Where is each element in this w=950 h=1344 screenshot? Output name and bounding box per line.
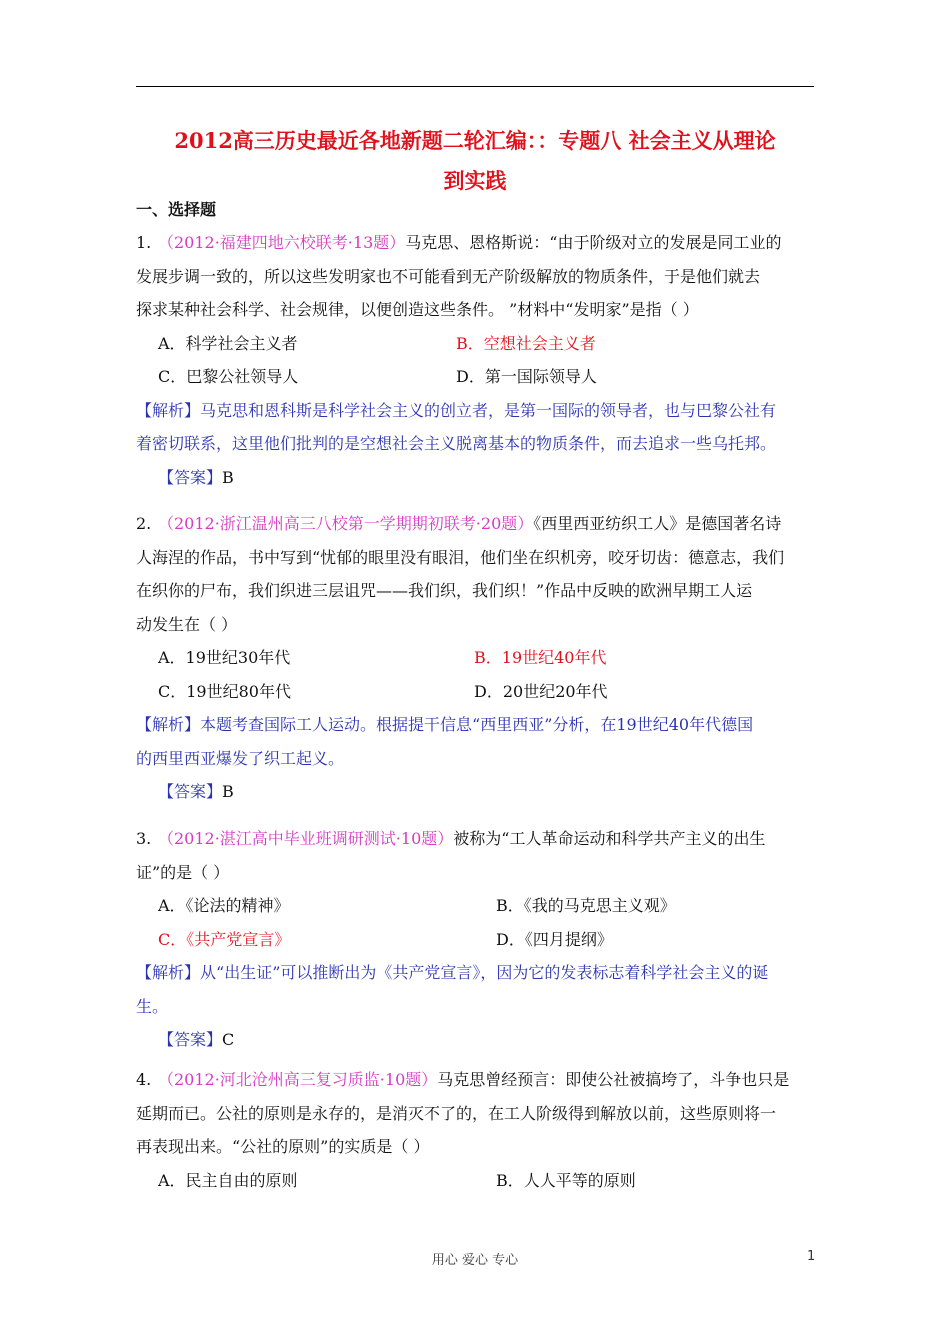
explanation-label: 【解析】: [136, 400, 201, 420]
option-d: D．《四月提纲》: [496, 929, 613, 949]
page-number: 1: [807, 1249, 816, 1264]
option-b: B．19世纪40年代: [474, 648, 607, 667]
explanation-line: 着密切联系，这里他们批判的是空想社会主义脱离基本的物质条件，而去追求一些乌托邦。: [136, 434, 777, 453]
option-a: A．19世纪30年代: [158, 648, 291, 667]
answer-label: 【答案】: [158, 782, 223, 801]
header-rule: [136, 86, 814, 87]
question-stem-line: 发展步调一致的，所以这些发明家也不可能看到无产阶级解放的物质条件，于是他们就去: [136, 266, 761, 286]
explanation: [136, 708, 814, 742]
question-3: [136, 822, 814, 1057]
option-b: B．空想社会主义者: [456, 333, 596, 353]
explanation-text: 从“出生证”可以推断出为《共产党宣言》，因为它的发表标志着科学社会主义的诞: [200, 963, 769, 982]
option-b: B．《我的马克思主义观》: [496, 896, 676, 915]
options: [136, 889, 814, 956]
options: [136, 327, 814, 394]
explanation-label: 【解析】: [136, 963, 201, 982]
answer-value: B: [222, 782, 234, 801]
question-stem: 《西里西亚纺织工人》是德国著名诗: [533, 514, 782, 533]
question-source: （2012·河北沧州高三复习质监·10题）: [158, 1070, 438, 1089]
option-a: A．《论法的精神》: [158, 896, 290, 915]
page-footer: 用心 爱心 专心: [431, 1253, 519, 1268]
answer: [136, 461, 814, 495]
question-stem: 马克思、恩格斯说：“由于阶级对立的发展是同工业的: [405, 233, 782, 252]
section-heading: 一、选择题: [136, 200, 217, 219]
options: [136, 641, 814, 708]
question-number: 4.: [136, 1070, 152, 1089]
answer-value: B: [222, 467, 234, 487]
explanation-text: 本题考查国际工人运动。根据提干信息“西里西亚”分析，在19世纪40年代德国: [200, 715, 754, 734]
option-a: A．民主自由的原则: [158, 1170, 298, 1190]
question-2: [136, 507, 814, 809]
explanation-line: 的西里西亚爆发了织工起义。: [136, 748, 345, 768]
answer-label: 【答案】: [158, 1030, 223, 1049]
option-c: C．《共产党宣言》: [158, 929, 291, 949]
question-stem-line: 动发生在（ ）: [136, 614, 238, 634]
question-stem-line: 探求某种社会科学、社会规律，以便创造这些条件。 ”材料中“发明家”是指（ ）: [136, 300, 699, 319]
title-line-2: 到实践: [443, 168, 507, 193]
document-title: [136, 121, 814, 201]
question-stem: 被称为“工人革命运动和科学共产主义的出生: [453, 829, 766, 848]
answer: [136, 775, 814, 809]
question-number: 1.: [136, 233, 152, 252]
option-d: D．第一国际领导人: [456, 367, 597, 386]
question-1: [136, 226, 814, 494]
answer-value: C: [222, 1030, 235, 1049]
question-source: （2012·湛江高中毕业班调研测试·10题）: [158, 829, 454, 848]
title-line-1: 2012高三历史最近各地新题二轮汇编：：专题八 社会主义从理论: [174, 128, 776, 153]
option-a: A．科学社会主义者: [158, 333, 298, 353]
option-d: D．20世纪20年代: [474, 681, 608, 701]
question-stem: 马克思曾经预言：即使公社被搞垮了，斗争也只是: [437, 1070, 790, 1089]
question-number: 2.: [136, 514, 152, 533]
question-stem-line: 再表现出来。“公社的原则”的实质是（ ）: [136, 1137, 430, 1156]
explanation-text: 马克思和恩科斯是科学社会主义的创立者，是第一国际的领导者，也与巴黎公社有: [200, 400, 777, 420]
explanation: [136, 394, 814, 428]
question-source: （2012·浙江温州高三八校第一学期期初联考·20题）: [158, 514, 534, 533]
explanation-label: 【解析】: [136, 715, 201, 734]
option-b: B．人人平等的原则: [496, 1170, 636, 1190]
answer-label: 【答案】: [158, 467, 223, 487]
explanation: [136, 956, 814, 990]
question-source: （2012·福建四地六校联考·13题）: [158, 233, 406, 252]
question-stem-line: 延期而已。公社的原则是永存的，是消灭不了的，在工人阶级得到解放以前，这些原则将一: [136, 1103, 777, 1123]
option-c: C．巴黎公社领导人: [158, 367, 299, 386]
question-stem-line: 在织你的尸布，我们织进三层诅咒——我们织，我们织！”作品中反映的欧洲早期工人运: [136, 581, 753, 600]
option-c: C．19世纪80年代: [158, 681, 291, 701]
question-4: [136, 1063, 814, 1197]
question-stem-line: 人海涅的作品，书中写到“忧郁的眼里没有眼泪，他们坐在织机旁，咬牙切齿：德意志，我们: [136, 547, 785, 567]
question-stem-line: 证”的是（ ）: [136, 862, 230, 882]
answer: [136, 1023, 814, 1057]
question-number: 3.: [136, 829, 152, 848]
options: [136, 1164, 814, 1198]
explanation-line: 生。: [136, 996, 169, 1016]
